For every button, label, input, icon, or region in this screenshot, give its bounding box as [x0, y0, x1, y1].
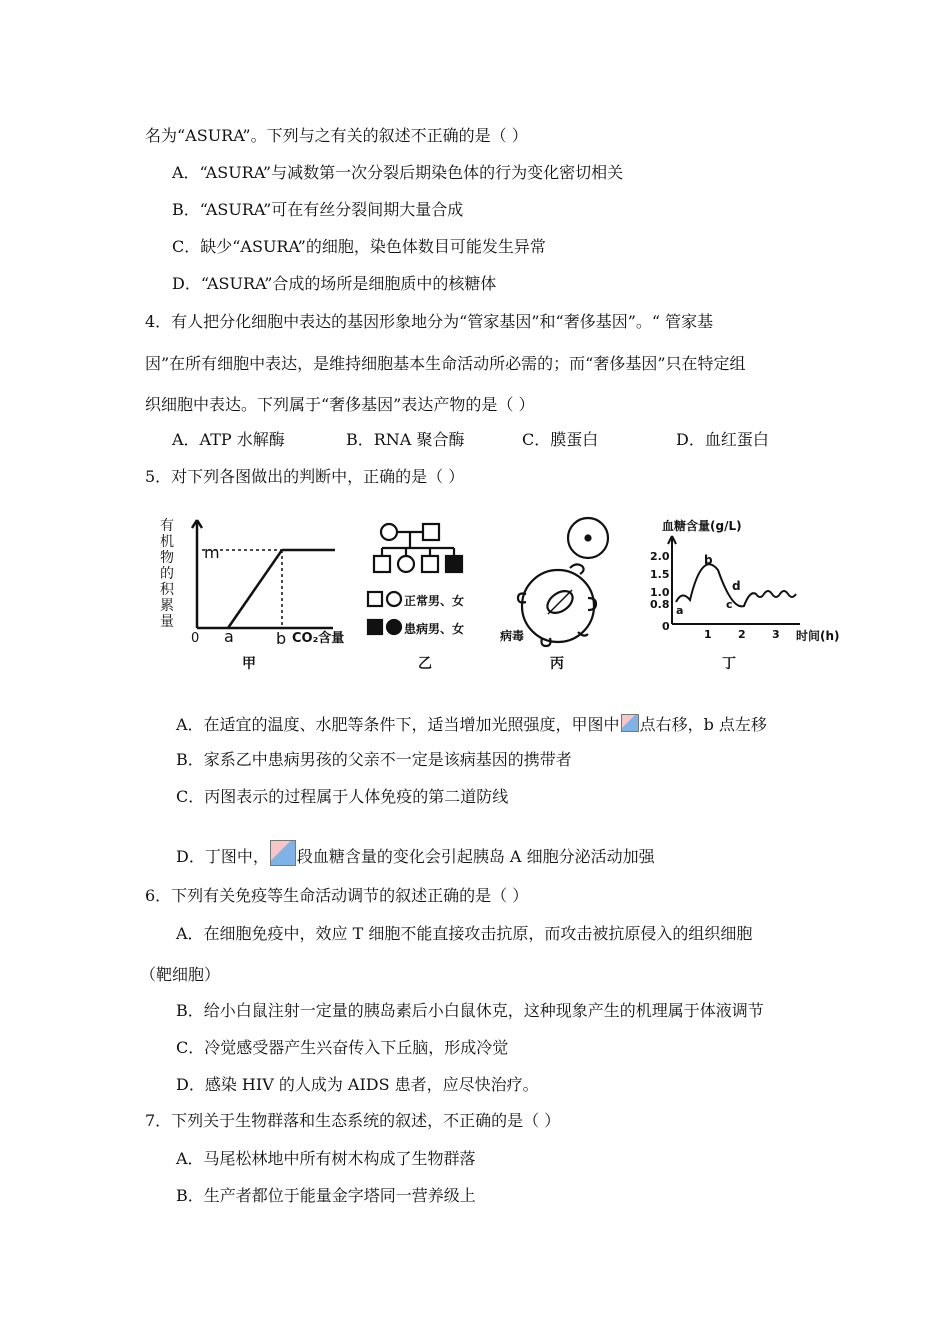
- yi-child-3: [422, 556, 438, 572]
- yi-legend-sick-female: [387, 620, 401, 634]
- q6-option-d: D．感染 HIV 的人成为 AIDS 患者，应尽快治疗。: [176, 1075, 539, 1094]
- q6-option-a-line1: A．在细胞免疫中，效应 T 细胞不能直接攻击抗原，而攻击被抗原侵入的组织细胞: [176, 924, 753, 943]
- jia-origin: 0: [191, 631, 200, 646]
- q5-option-d: [176, 840, 655, 867]
- ding-ytick-2: 1.5: [650, 568, 670, 581]
- jia-m-label: m: [204, 543, 220, 562]
- q4-stem-line3: 织细胞中表达。下列属于“奢侈基因”表达产物的是（ ）: [145, 395, 535, 414]
- figure-jia: [160, 518, 344, 672]
- yi-caption: 乙: [418, 656, 432, 672]
- jia-ylabel-6: 累: [160, 598, 174, 614]
- ding-point-c: c: [726, 598, 733, 611]
- q5-option-d-post: 段血糖含量的变化会引起胰岛 A 细胞分泌活动加强: [296, 847, 655, 866]
- q5-option-a-pre: A．在适宜的温度、水肥等条件下，适当增加光照强度，甲图中: [176, 715, 620, 734]
- jia-b-label: b: [276, 629, 287, 648]
- q4-option-d: D．血红蛋白: [676, 430, 769, 449]
- q5-option-a-post: 点右移，b 点左移: [639, 715, 767, 734]
- ding-caption: 丁: [722, 656, 736, 672]
- jia-ylabel-3: 物: [160, 550, 174, 566]
- q5-option-c: C．丙图表示的过程属于人体免疫的第二道防线: [176, 787, 509, 806]
- q5-figure: [150, 510, 860, 675]
- ding-title: 血糖含量(g/L): [662, 519, 742, 533]
- q5-stem: 5．对下列各图做出的判断中，正确的是（ ）: [145, 467, 465, 486]
- jia-rise-line: [228, 550, 282, 628]
- q7-option-a: A．马尾松林地中所有树木构成了生物群落: [176, 1149, 476, 1168]
- broken-image-icon: [621, 714, 639, 732]
- ding-xtick-0: 0: [662, 620, 670, 633]
- bing-caption: 丙: [550, 656, 564, 672]
- q7-stem: 7．下列关于生物群落和生态系统的叙述，不正确的是（ ）: [145, 1111, 561, 1130]
- jia-ylabel-1: 有: [160, 518, 174, 534]
- q4-stem-line2: 因”在所有细胞中表达，是维持细胞基本生命活动所必需的；而“奢侈基因”只在特定组: [145, 354, 746, 373]
- jia-xlabel: CO₂含量: [292, 631, 345, 646]
- q3-option-a: A．“ASURA”与减数第一次分裂后期染色体的行为变化密切相关: [172, 163, 624, 182]
- q5-option-b: B．家系乙中患病男孩的父亲不一定是该病基因的携带者: [176, 750, 572, 769]
- q6-option-b: B．给小白鼠注射一定量的胰岛素后小白鼠休克，这种现象产生的机理属于体液调节: [176, 1001, 764, 1020]
- q6-option-a-line2: （靶细胞）: [140, 965, 221, 984]
- q5-option-d-pre: D．丁图中，: [176, 847, 269, 866]
- bing-cell-bottom: [522, 570, 594, 642]
- q3-option-c: C．缺少“ASURA”的细胞，染色体数目可能发生异常: [172, 237, 546, 256]
- yi-child-4-affected: [446, 556, 462, 572]
- q4-option-c: C．膜蛋白: [522, 430, 599, 449]
- ding-ytick-4: 0.8: [650, 598, 670, 611]
- q5-option-a: [176, 714, 767, 735]
- q6-option-c: C．冷觉感受器产生兴奋传入下丘脑，形成冷觉: [176, 1038, 509, 1057]
- ding-point-b: b: [704, 553, 713, 567]
- yi-legend-normal-female: [387, 592, 401, 606]
- jia-ylabel-4: 的: [160, 566, 174, 582]
- ding-xlabel: 时间(h): [796, 629, 840, 643]
- ding-xtick-3: 3: [772, 628, 780, 641]
- ding-xtick-1: 1: [704, 628, 712, 641]
- broken-image-icon: [270, 840, 296, 866]
- q6-stem: 6．下列有关免疫等生命活动调节的叙述正确的是（ ）: [145, 886, 529, 905]
- bing-vacuole-line: [548, 590, 572, 614]
- q4-option-a: A．ATP 水解酶: [172, 430, 285, 449]
- bing-cell-top-nucleus: [586, 536, 591, 541]
- yi-legend-sick: 患病男、女: [404, 622, 465, 636]
- ding-point-a: a: [676, 604, 684, 617]
- figure-ding: [650, 518, 840, 672]
- bing-virus-label: 病毒: [500, 629, 525, 643]
- q4-option-b: B．RNA 聚合酶: [346, 430, 465, 449]
- jia-ylabel-5: 积: [160, 582, 174, 598]
- figure-bing: [499, 518, 608, 672]
- q3-stem-tail: 名为“ASURA”。下列与之有关的叙述不正确的是（ ）: [145, 126, 528, 145]
- q3-option-d: D．“ASURA”合成的场所是细胞质中的核糖体: [172, 274, 497, 293]
- yi-father: [423, 524, 439, 540]
- jia-a-label: a: [224, 627, 234, 646]
- ding-xtick-2: 2: [738, 628, 746, 641]
- jia-caption: 甲: [242, 656, 256, 672]
- q3-option-b: B．“ASURA”可在有丝分裂间期大量合成: [172, 200, 464, 219]
- yi-mother: [381, 524, 397, 540]
- yi-child-1: [374, 556, 390, 572]
- yi-legend-sick-male: [368, 620, 382, 634]
- jia-ylabel-7: 量: [160, 614, 174, 630]
- ding-ytick-3: 1.0: [650, 586, 670, 599]
- jia-ylabel-2: 机: [160, 534, 174, 550]
- q7-option-b: B．生产者都位于能量金字塔同一营养级上: [176, 1186, 476, 1205]
- yi-child-2: [398, 556, 414, 572]
- yi-legend-normal: 正常男、女: [404, 594, 465, 608]
- ding-point-d: d: [732, 579, 741, 593]
- yi-legend-normal-male: [368, 592, 382, 606]
- ding-ytick-1: 2.0: [650, 550, 670, 563]
- figure-yi: [368, 524, 464, 672]
- q4-stem-line1: 4．有人把分化细胞中表达的基因形象地分为“管家基因”和“奢侈基因”。“ 管家基: [145, 312, 714, 331]
